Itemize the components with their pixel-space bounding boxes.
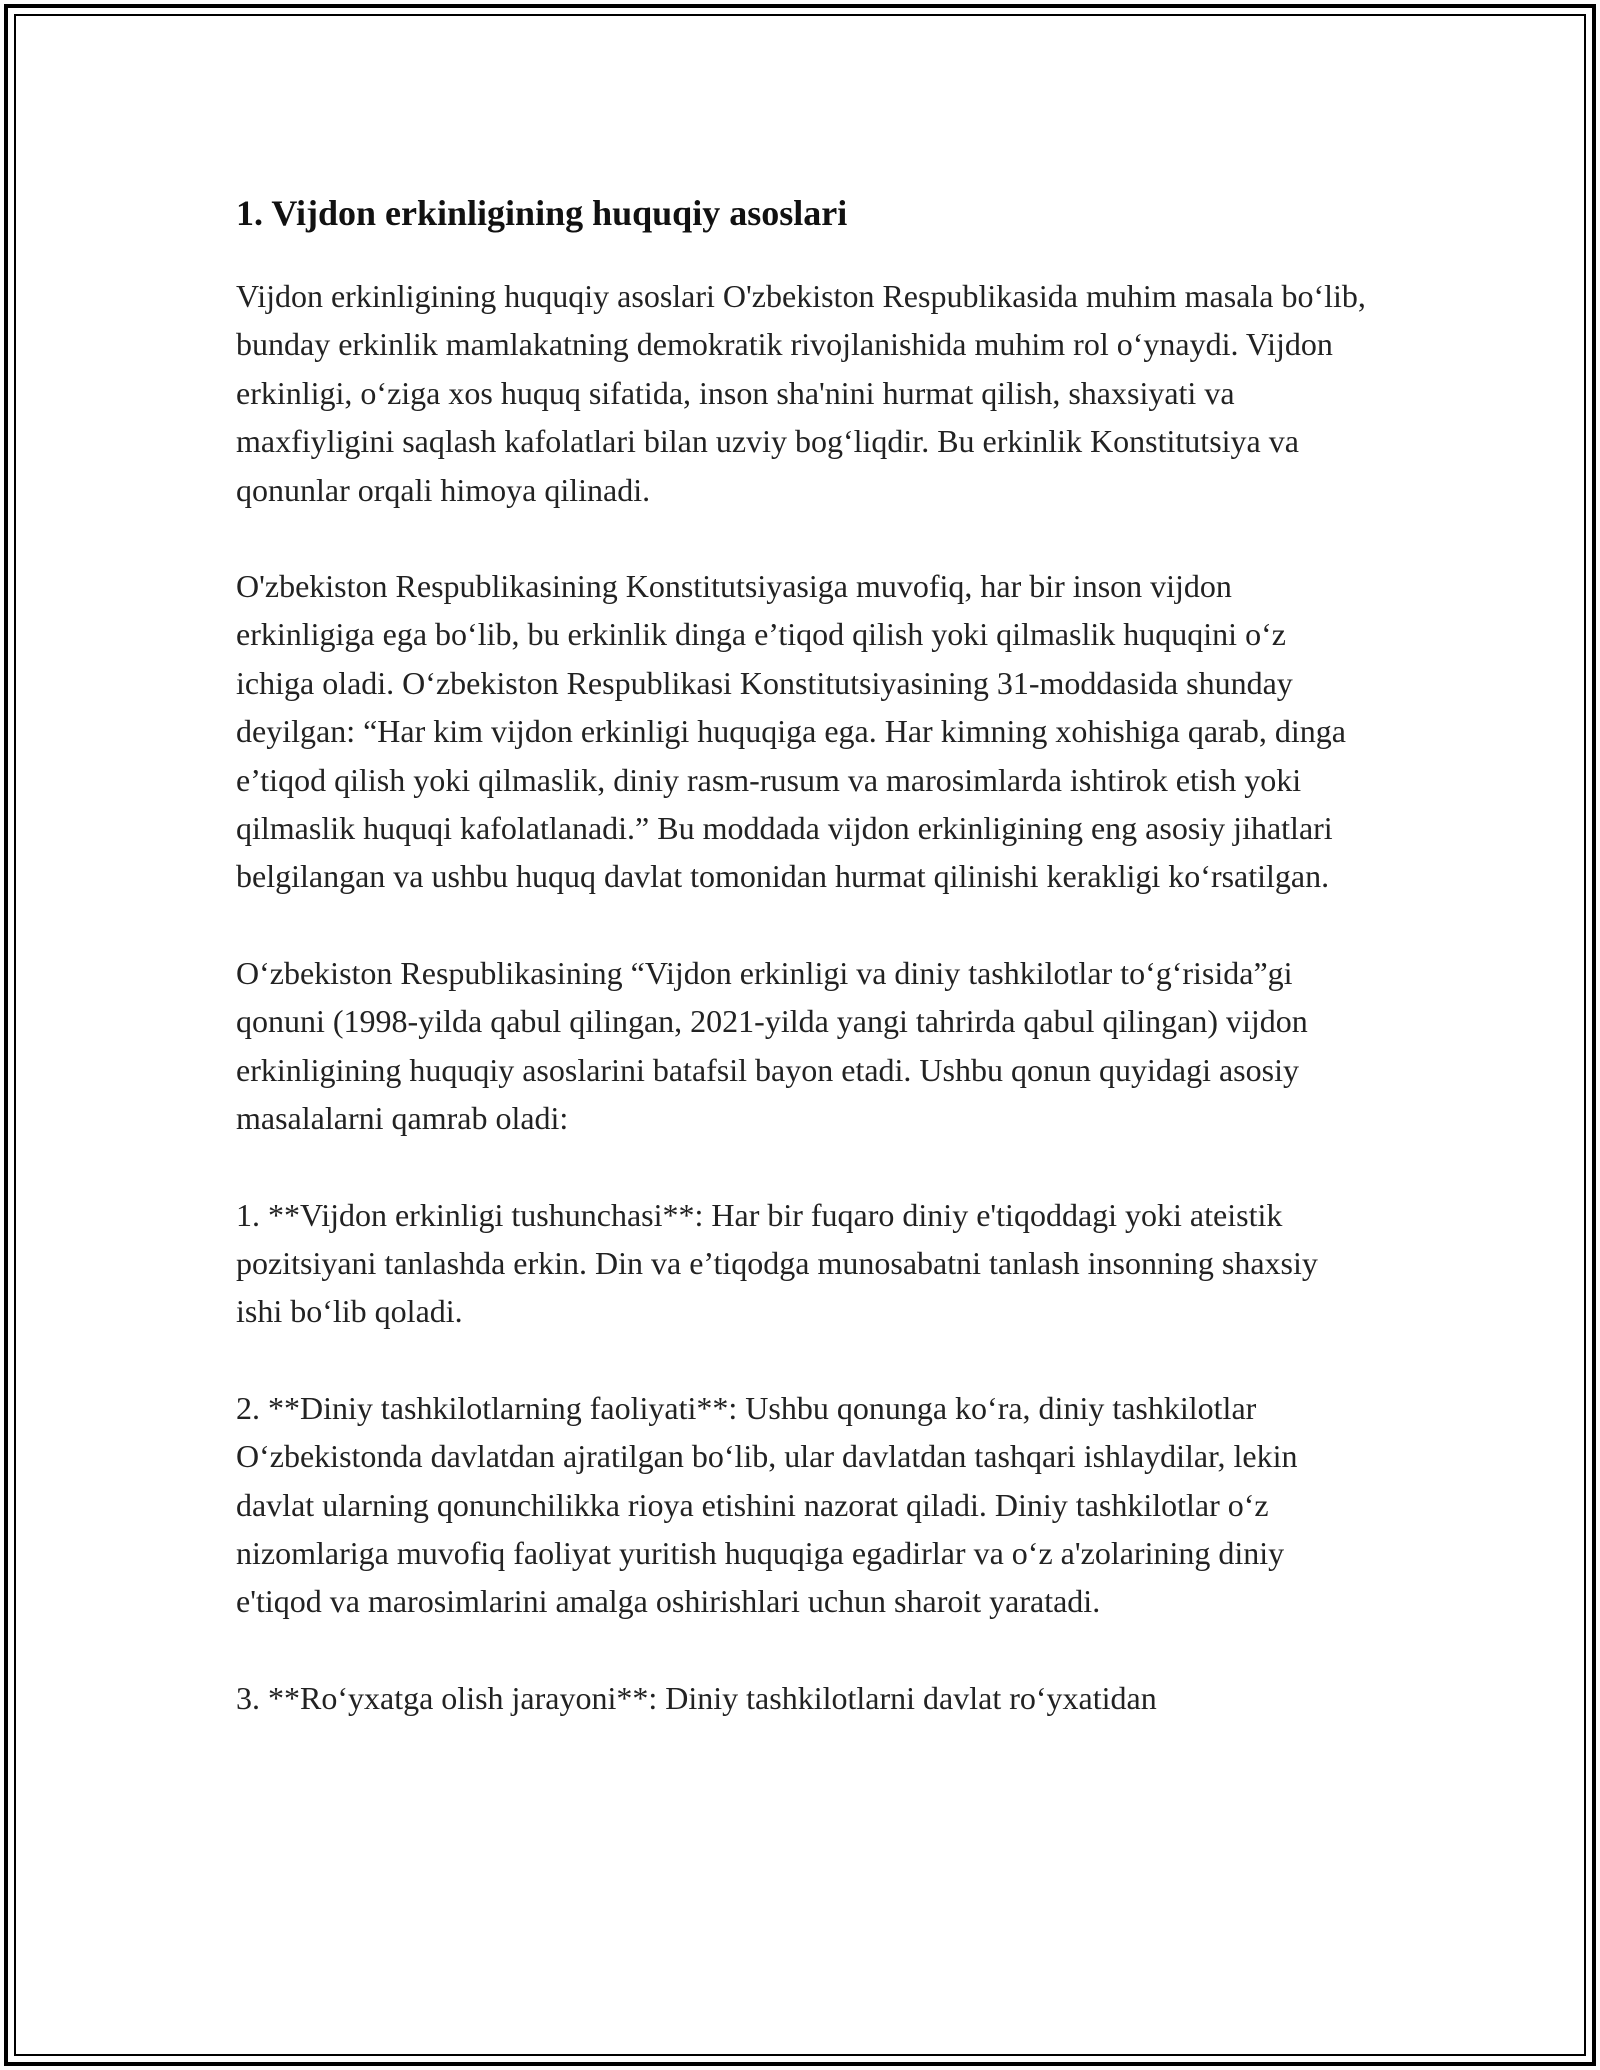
section-heading: 1. Vijdon erkinligining huquqiy asoslari [236, 193, 848, 233]
paragraph-constitution: O'zbekiston Respublikasining Konstitutsiyasiga muvofiq, har bir inson vijdon erkinligiga ega bo‘lib, bu erkinlik dinga e’tiqod qilish yoki qilmaslik huquqini o‘z ichiga oladi. O‘zbekiston Respublikasi Konstitutsiyasining 31-moddasida shunday deyilgan: “Har kim vijdon erkinligi huquqiga ega. Har kimning xohishiga qarab, dinga e’tiqod qilish yoki qilmaslik, diniy rasm-rusum va marosimlarda ishtirok etish yoki qilmaslik huquqi kafolatlanadi.” Bu moddada vijdon erkinligining eng asosiy jihatlari belgilangan va ushbu huquq davlat tomonidan hurmat qilinishi kerakligi ko‘rsatilgan. [236, 568, 1346, 895]
document-body [236, 182, 1366, 1770]
list-item-organizations: 2. **Diniy tashkilotlarning faoliyati**: Ushbu qonunga ko‘ra, diniy tashkilotlar O‘zbekistonda davlatdan ajratilgan bo‘lib, ular davlatdan tashqari ishlaydilar, lekin davlat ularning qonunchilikka rioya etishini nazorat qiladi. Diniy tashkilotlar o‘z nizomlariga muvofiq faoliyat yuritish huquqiga egadirlar va o‘z a'zolarining diniy e'tiqod va marosimlarini amalga oshirishlari uchun sharoit yaratadi. [236, 1389, 1298, 1620]
paragraph-law: O‘zbekiston Respublikasining “Vijdon erkinligi va diniy tashkilotlar to‘g‘risida”gi qonuni (1998-yilda qabul qilingan, 2021-yilda yangi tahrirda qabul qilingan) vijdon erkinligining huquqiy asoslarini batafsil bayon etadi. Ushbu qonun quyidagi asosiy masalalarni qamrab oladi: [236, 954, 1308, 1137]
list-item-concept: 1. **Vijdon erkinligi tushunchasi**: Har bir fuqaro diniy e'tiqoddagi yoki ateistik pozitsiyani tanlashda erkin. Din va e’tiqodga munosabatni tanlash insonning shaxsiy ishi bo‘lib qoladi. [236, 1196, 1318, 1330]
paragraph-intro: Vijdon erkinligining huquqiy asoslari O'zbekiston Respublikasida muhim masala bo‘lib, bunday erkinlik mamlakatning demokratik rivojlanishida muhim rol o‘ynaydi. Vijdon erkinligi, o‘ziga xos huquq sifatida, inson sha'nini hurmat qilish, shaxsiyati va maxfiyligini saqlash kafolatlari bilan uzviy bog‘liqdir. Bu erkinlik Konstitutsiya va qonunlar orqali himoya qilinadi. [236, 278, 1366, 508]
list-item-registration: 3. **Ro‘yxatga olish jarayoni**: Diniy tashkilotlarni davlat ro‘yxatidan [236, 1679, 1157, 1716]
